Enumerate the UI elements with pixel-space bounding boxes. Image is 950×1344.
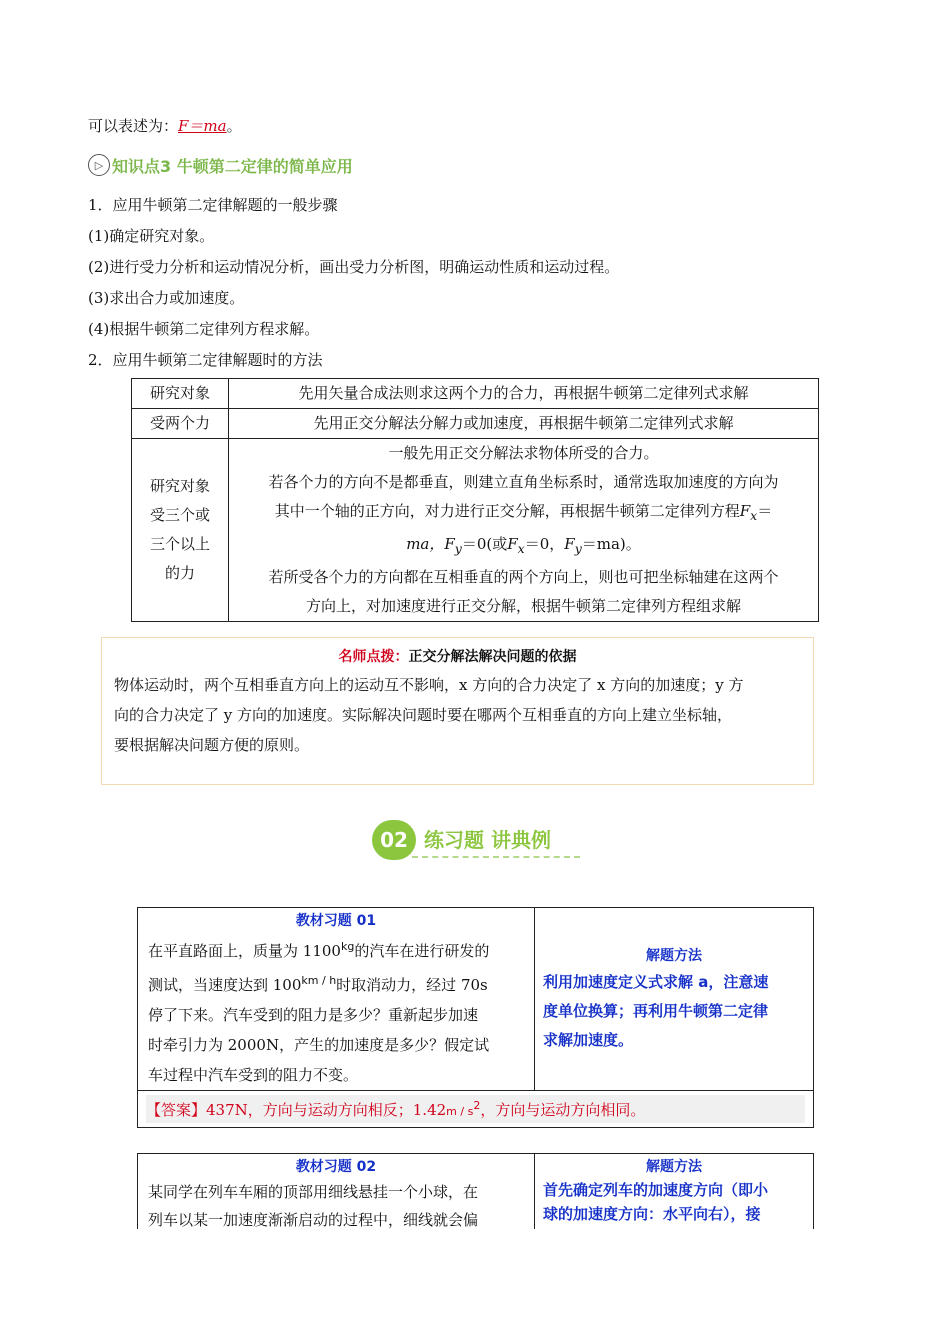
tip-title: 名师点拨：正交分解法解决问题的依据 bbox=[338, 649, 577, 665]
arrow-circle-icon: ▷ bbox=[88, 154, 110, 176]
table-label-cell: 受两个力 bbox=[132, 409, 229, 439]
methods-table bbox=[131, 378, 819, 622]
methods-title: 2．应用牛顿第二定律解题时的方法 bbox=[88, 351, 323, 369]
table-label-cell: 研究对象 bbox=[132, 379, 229, 409]
method-text: 首先确定列车的加速度方向（即小 球的加速度方向：水平向右），接 bbox=[543, 1181, 769, 1223]
exercise-box-1 bbox=[137, 907, 814, 1128]
table-label-cell: 研究对象 受三个或 三个以上 的力 bbox=[132, 439, 229, 622]
answer-row bbox=[138, 1090, 813, 1127]
table-cell: 先用矢量合成法则求这两个力的合力，再根据牛顿第二定律列式求解 bbox=[229, 379, 819, 409]
exercise-title: 教材习题 01 bbox=[295, 913, 377, 929]
method-title: 解题方法 bbox=[646, 1159, 702, 1175]
answer-text: 【答案】437N，方向与运动方向相反；$1.42m / s^2$，方向与运动方向相同。 bbox=[146, 1095, 805, 1123]
intro-line: 可以表述为：F＝ma。 bbox=[88, 117, 242, 135]
exercise-text: 某同学在列车车厢的顶部用细线悬挂一个小球，在 列车以某一加速度渐渐启动的过程中，细线就会偏 bbox=[148, 1183, 479, 1229]
table-cell: 先用正交分解法分解力或加速度，再根据牛顿第二定律列式求解 bbox=[229, 409, 819, 439]
steps-title: 1．应用牛顿第二定律解题的一般步骤 bbox=[88, 196, 338, 214]
method-title: 解题方法 bbox=[646, 948, 702, 964]
knowledge-point-title: ▷ 知识点3 牛顿第二定律的简单应用 bbox=[88, 152, 353, 178]
step-item-4: (4)根据牛顿第二定律列方程求解。 bbox=[88, 320, 320, 338]
tip-body: 物体运动时，两个互相垂直方向上的运动互不影响，x 方向的合力决定了 x 方向的加速度；y 方 向的合力决定了 y 方向的加速度。实际解决问题时要在哪两个互相垂直的方向上建立坐标轴， 要根据解决问题方便的原则。 bbox=[114, 676, 744, 754]
step-item-1: (1)确定研究对象。 bbox=[88, 227, 215, 245]
exercise-box-2 bbox=[137, 1153, 814, 1229]
exercise-text: 在平直路面上，质量为 $1100^{kg}$的汽车在进行研发的 测试，当速度达到 $100^{km / h}$时取消动力，经过 70s 停了下来。汽车受到的阻力是多少？重新起步加速 时牵引力为 2000N，产生的加速度是多少？假定试 车过程中汽车受到的阻力不变。 bbox=[148, 940, 490, 1084]
method-text: 利用加速度定义式求解 a，注意速 度单位换算；再利用牛顿第二定律 求解加速度。 bbox=[543, 973, 769, 1049]
section-number-badge: 02 bbox=[372, 820, 416, 860]
table-cell: 一般先用正交分解法求物体所受的合力。 若各个力的方向不是都垂直，则建立直角坐标系时，通常选取加速度的方向为 其中一个轴的正方向，对力进行正交分解，再根据牛顿第二定律列方程$F_x=$ ma，$F_y=0$(或$F_x=0$，$F_y=ma$)。 若所受各个力的方向都在互相垂直的两个方向上，则也可把坐标轴建在这两个 方向上，对加速度进行正交分解，根据牛顿第二定律列方程组求解 bbox=[229, 439, 819, 622]
step-item-2: (2)进行受力分析和运动情况分析，画出受力分析图，明确运动性质和运动过程。 bbox=[88, 258, 620, 276]
exercise-title: 教材习题 02 bbox=[295, 1159, 377, 1175]
formula: F＝ma bbox=[178, 117, 227, 135]
section-title: 练习题 讲典例 bbox=[424, 828, 551, 852]
section-header bbox=[372, 818, 582, 866]
section-divider bbox=[412, 856, 580, 858]
teacher-tip-box bbox=[101, 637, 814, 785]
step-item-3: (3)求出合力或加速度。 bbox=[88, 289, 245, 307]
